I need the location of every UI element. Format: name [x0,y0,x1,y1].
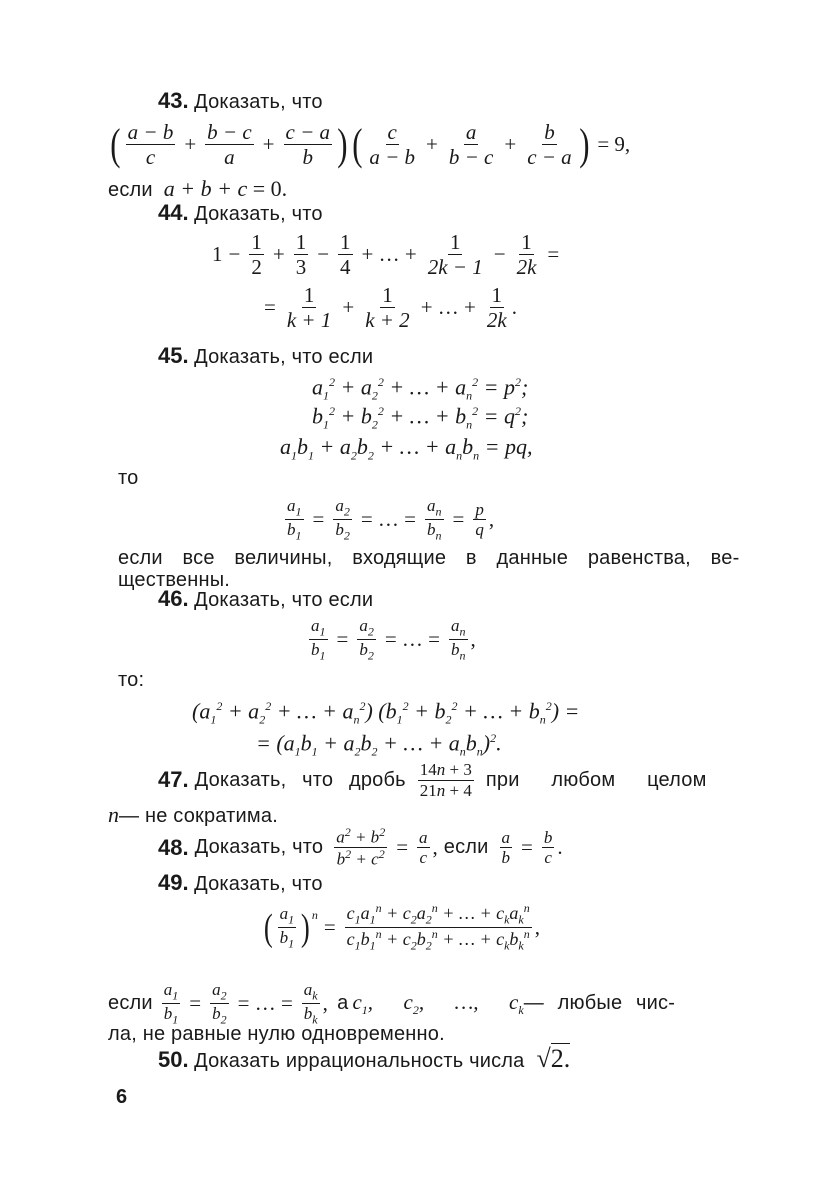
problem-45-heading: 45. Доказать, что если [158,343,374,368]
problem-49-heading: 49. Доказать, что [158,870,323,895]
problem-47-line1: 47. Доказать, что дробь $\frac{14n + 3}{21n + 4}$ при любом целом [158,760,707,800]
formula-46-line1: ($a_1^2 + a_2^2$ + … + $a_n^2$) ($b_1^2 + b_2^2$ + … + $b_n^2$) = [192,698,580,727]
problem-47-line2: n— не сократима. [108,802,278,827]
problem-43-heading [158,90,323,112]
formula-45-a: $a_1^2 + a_2^2$ + … + $a_n^2 = p^2$; [312,374,529,403]
problem-46-then: то: [118,669,145,691]
formula-45-result: $\frac{a_1}{b_1}$ = $\frac{a_2}{b_2}$ = … = $\frac{a_n}{b_n}$ = $\frac{p}{q}$ , [287,496,495,543]
problem-45-condition-2: щественны. [118,569,231,591]
problem-46-heading: 46. Доказать, что если [158,586,374,611]
problem-49-condition: если $\frac{a_1}{b_1}$ = $\frac{a_2}{b_2}$ = … = $\frac{a_k}{b_k}$ , а $c_1$, $c_2$, …, $c_k$ — любые чис- [108,980,676,1027]
problem-44-heading: 44. Доказать, что [158,200,323,225]
problem-45-condition-1: если все величины, входящие в данные равенства, ве- [118,547,740,569]
problem-text: Доказать, что [194,91,323,113]
problem-43-condition: если a + b + c = 0. [108,176,288,201]
formula-45-b: $b_1^2 + b_2^2$ + … + $b_n^2 = q^2$; [312,403,529,432]
formula-45-ab: $a_1b_1 + a_2b_2$ + … + $a_nb_n$ = pq, [280,434,533,463]
page-number: 6 [116,1086,128,1108]
problem-45-then: то [118,467,139,489]
formula-46-line2: = ($a_1b_1 + a_2b_2$ + … + $a_nb_n)^2$. [256,730,502,759]
problem-49-line2: ла, не равные нулю одновременно. [108,1023,445,1045]
formula-44-line1: 1 − $\frac{1}{2}$ + $\frac{1}{3}$ − $\frac{1}{4}$ + … + $\frac{1}{2k - 1}$ − $\frac{1}{2k}$ = [212,230,560,280]
problem-48: 48. Доказать, что $\frac{a^2 + b^2}{b^2 + c^2}$ = $\frac{a}{c}$ , если $\frac{a}{b}$ = $\frac{b}{c}$ . [158,825,563,869]
problem-50: 50. Доказать иррациональность числа √2. [158,1044,571,1073]
formula-49: ( $\frac{a_1}{b_1}$ ) $^n$ = $\frac{c_1a_1^n + c_2a_2^n + \dots + c_ka_k^n}{c_1b_1^n + c_2b_2^n + \dots + c_kb_k^n}$ , [263,901,540,953]
problem-number: 43. [158,88,189,113]
formula-46-given: $\frac{a_1}{b_1}$ = $\frac{a_2}{b_2}$ = … = $\frac{a_n}{b_n}$ , [311,616,476,663]
formula-44-line2: = $\frac{1}{k + 1}$ + $\frac{1}{k + 2}$ + … + $\frac{1}{2k}$ . [264,283,517,333]
formula-43: ( $\frac{a - b}{c}$ + $\frac{b - c}{a}$ + $\frac{c - a}{b}$ ) ( $\frac{c}{a - b}$ + $\frac{a}{b - c}$ + $\frac{b}{c - a}$ ) = 9, [110,119,631,170]
